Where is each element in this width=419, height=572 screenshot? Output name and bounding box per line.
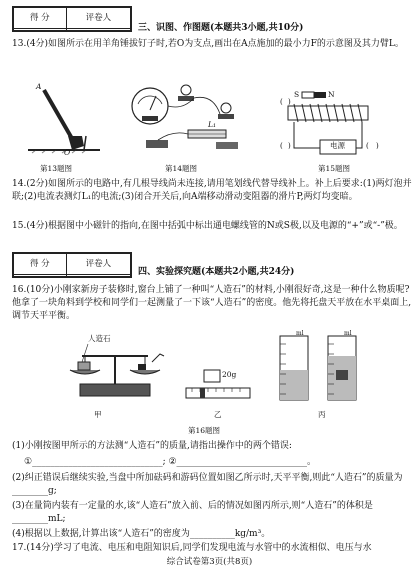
- power-label: 电源: [330, 141, 345, 150]
- ml-label-2: ml: [344, 330, 352, 337]
- weight-label: 20g: [222, 370, 237, 379]
- question-16: 16.(10分)小刚家新房子装修时,窗台上铺了一种叫“人造石”的材料,小刚很好奇,这是一种什么物质呢?他拿了一块角料到学校和同学们一起测量了一下该“人造石”的密度。他先将托盘天平放在水平桌面上,调节天平平衡。: [12, 285, 412, 321]
- question-16-1: (1)小刚按图甲所示的方法测“人造石”的质量,请指出操作中的两个错误:: [12, 441, 292, 451]
- score-box: [12, 6, 132, 32]
- section-title: 三、识图、作图题(本题共3小题,共10分): [138, 23, 304, 33]
- label-jia: 甲: [94, 410, 102, 419]
- question-13: 13.(4分)如图所示在用羊角锤拔钉子时,若O为支点,画出在A点施加的最小力F的示意图及其力臂L。: [12, 39, 404, 49]
- caption-fig16: 第16题图: [188, 426, 221, 435]
- svg-text:): ): [288, 98, 291, 106]
- stone-label: 人造石: [88, 334, 111, 343]
- page-footer: 综合试卷第3页(共8页): [166, 557, 253, 567]
- svg-text:(: (: [280, 98, 283, 106]
- figure-16-jia-balance: [60, 334, 170, 404]
- label-N: N: [328, 90, 335, 99]
- question-16-4: (4)根据以上数据,计算出该“人造石”的密度为__________kg/m³。: [12, 529, 271, 539]
- question-17: 17.(14分)学习了电流、电压和电阻知识后,同学们发现电流与水管中的水流相似、电压与水: [12, 543, 372, 553]
- figure-13-hammer: [24, 80, 104, 158]
- question-14: 14.(2分)如图所示的电路中,有几根导线尚未连接,请用笔划线代替导线补上。补上后要求:(1)两灯泡并联;(2)电流表测灯L₁的电流;(3)闭合开关后,向A端移动滑动变阻器的滑片P,两灯均变暗。: [12, 179, 412, 202]
- label-bing: 丙: [318, 410, 326, 419]
- caption-fig13: 第13题图: [40, 164, 73, 173]
- grader-label: 评卷人: [66, 254, 130, 275]
- label-A: A: [36, 82, 42, 91]
- svg-text:): ): [376, 142, 379, 150]
- svg-text:(: (: [366, 142, 369, 150]
- question-15: 15.(4分)根据图中小磁针的指向,在图中括弧中标出通电螺线管的N或S极,以及电源的“+”或“-”极。: [12, 221, 403, 231]
- label-L1: L₁: [208, 120, 216, 129]
- label-O: O: [64, 148, 71, 157]
- figure-14-circuit: [128, 80, 248, 158]
- label-yi: 乙: [214, 410, 222, 419]
- ml-label-1: ml: [296, 330, 304, 337]
- caption-fig15: 第15题图: [318, 164, 351, 173]
- section-title-4: 四、实验探究题(本题共2小题,共24分): [138, 267, 295, 277]
- label-S: S: [294, 90, 300, 99]
- question-16-2: (2)纠正错误后继续实验,当盘中所加砝码和游码位置如图乙所示时,天平平衡,则此“人造石”的质量为________g;: [12, 473, 403, 496]
- score-box-2: [12, 252, 132, 278]
- svg-text:): ): [288, 142, 291, 150]
- grader-label: 评卷人: [66, 8, 130, 29]
- score-label: 得 分: [14, 8, 67, 29]
- figure-16-yi-weights: [182, 368, 254, 404]
- svg-text:(: (: [280, 142, 283, 150]
- caption-fig14: 第14题图: [165, 164, 198, 173]
- question-16-3: (3)在量筒内装有一定量的水,该“人造石”放入前、后的情况如图丙所示,则“人造石”的体积是________mL;: [12, 501, 373, 524]
- figure-16-bing-cylinders: [268, 330, 378, 406]
- question-16-1b: ①_____________________________; ②_____________________________。: [24, 457, 317, 467]
- score-label: 得 分: [14, 254, 67, 275]
- figure-15-solenoid: [278, 84, 402, 158]
